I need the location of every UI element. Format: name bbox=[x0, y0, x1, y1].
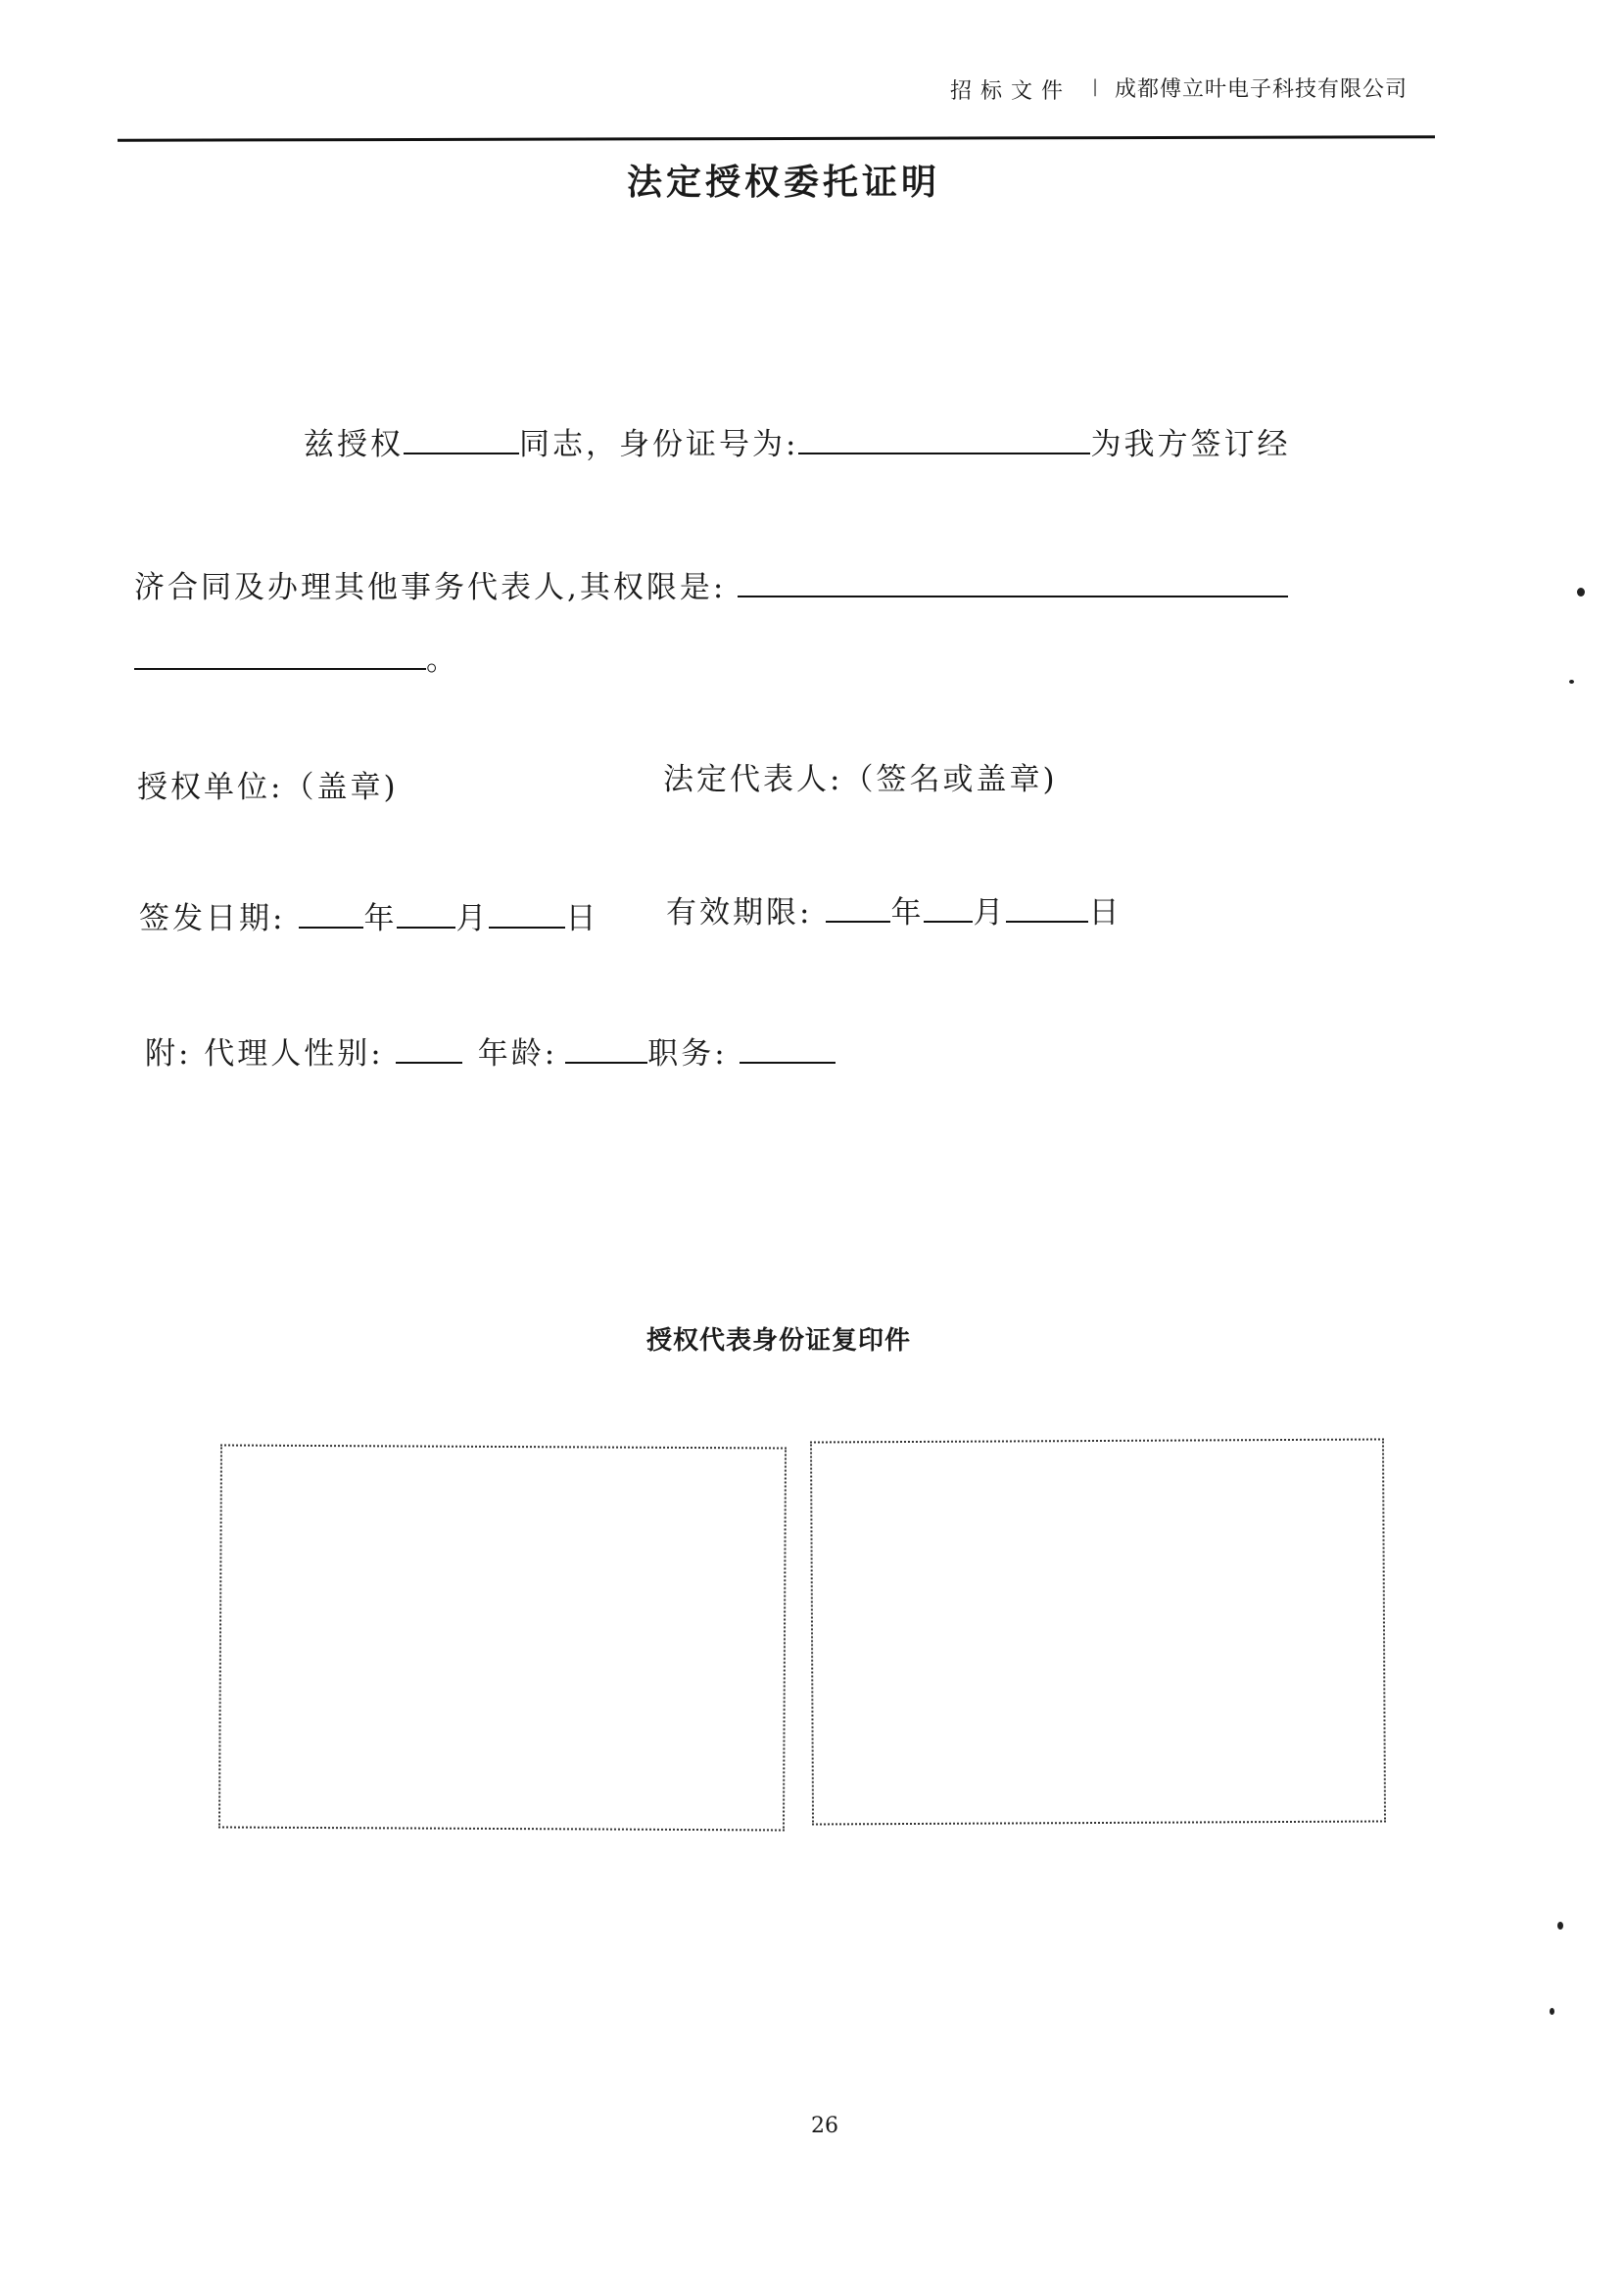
valid-month-blank[interactable] bbox=[924, 920, 973, 923]
gender-blank[interactable] bbox=[396, 1061, 462, 1064]
text-id-number: 同志，身份证号为: bbox=[519, 427, 799, 462]
name-blank[interactable] bbox=[404, 452, 519, 454]
text-period: 。 bbox=[426, 643, 459, 678]
header-separator: | bbox=[1092, 76, 1100, 97]
validity-line bbox=[666, 887, 1122, 931]
id-number-blank[interactable] bbox=[798, 452, 1090, 454]
id-copy-title: 授权代表身份证复印件 bbox=[646, 1326, 912, 1356]
valid-day-blank[interactable] bbox=[1006, 920, 1088, 923]
authorizing-unit-label: 授权单位:（盖章) bbox=[137, 770, 399, 805]
scan-speck bbox=[1557, 1922, 1563, 1930]
valid-day-text: 日 bbox=[1088, 895, 1122, 931]
text-sign-contract: 为我方签订经 bbox=[1090, 427, 1291, 462]
header-rule bbox=[118, 135, 1435, 142]
issue-date-line bbox=[139, 893, 598, 937]
text-authority-scope: 济合同及办理其他事务代表人,其权限是: bbox=[134, 570, 727, 605]
page-title: 法定授权委托证明 bbox=[627, 162, 941, 203]
header-doc-type: 招 标 文 件 bbox=[950, 79, 1064, 104]
validity-label: 有效期限: bbox=[666, 895, 813, 931]
authority-blank-1[interactable] bbox=[738, 595, 1288, 597]
agent-gender-label: 附: 代理人性别: bbox=[145, 1036, 384, 1072]
post-blank[interactable] bbox=[740, 1061, 836, 1064]
issue-month-text: 月 bbox=[455, 901, 490, 936]
page-number: 26 bbox=[811, 2114, 838, 2138]
authorization-line-2 bbox=[134, 562, 1288, 606]
issue-day-blank[interactable] bbox=[489, 926, 565, 929]
age-blank[interactable] bbox=[565, 1061, 647, 1064]
issue-date-label: 签发日期: bbox=[139, 901, 286, 936]
agent-post-label: 职务: bbox=[647, 1036, 728, 1072]
authorization-line-3 bbox=[134, 635, 459, 679]
valid-year-blank[interactable] bbox=[826, 920, 890, 923]
issue-day-text: 日 bbox=[565, 901, 599, 936]
issue-year-text: 年 bbox=[363, 901, 398, 936]
agent-info-line bbox=[145, 1028, 836, 1073]
legal-rep-label: 法定代表人:（签名或盖章) bbox=[663, 762, 1058, 797]
issue-year-blank[interactable] bbox=[299, 926, 363, 929]
issue-month-blank[interactable] bbox=[397, 926, 455, 929]
scan-speck bbox=[1550, 2008, 1554, 2015]
authority-blank-2[interactable] bbox=[134, 667, 426, 670]
scan-speck bbox=[1569, 680, 1574, 684]
id-front-box bbox=[218, 1444, 787, 1831]
header-company: 成都傅立叶电子科技有限公司 bbox=[1115, 77, 1409, 102]
text-authorize: 兹授权 bbox=[304, 427, 404, 462]
id-back-box bbox=[810, 1438, 1386, 1825]
valid-month-text: 月 bbox=[973, 895, 1007, 931]
authorization-line-1 bbox=[304, 419, 1290, 463]
valid-year-text: 年 bbox=[890, 895, 925, 931]
agent-age-label: 年龄: bbox=[477, 1036, 558, 1072]
scan-speck bbox=[1577, 588, 1585, 597]
